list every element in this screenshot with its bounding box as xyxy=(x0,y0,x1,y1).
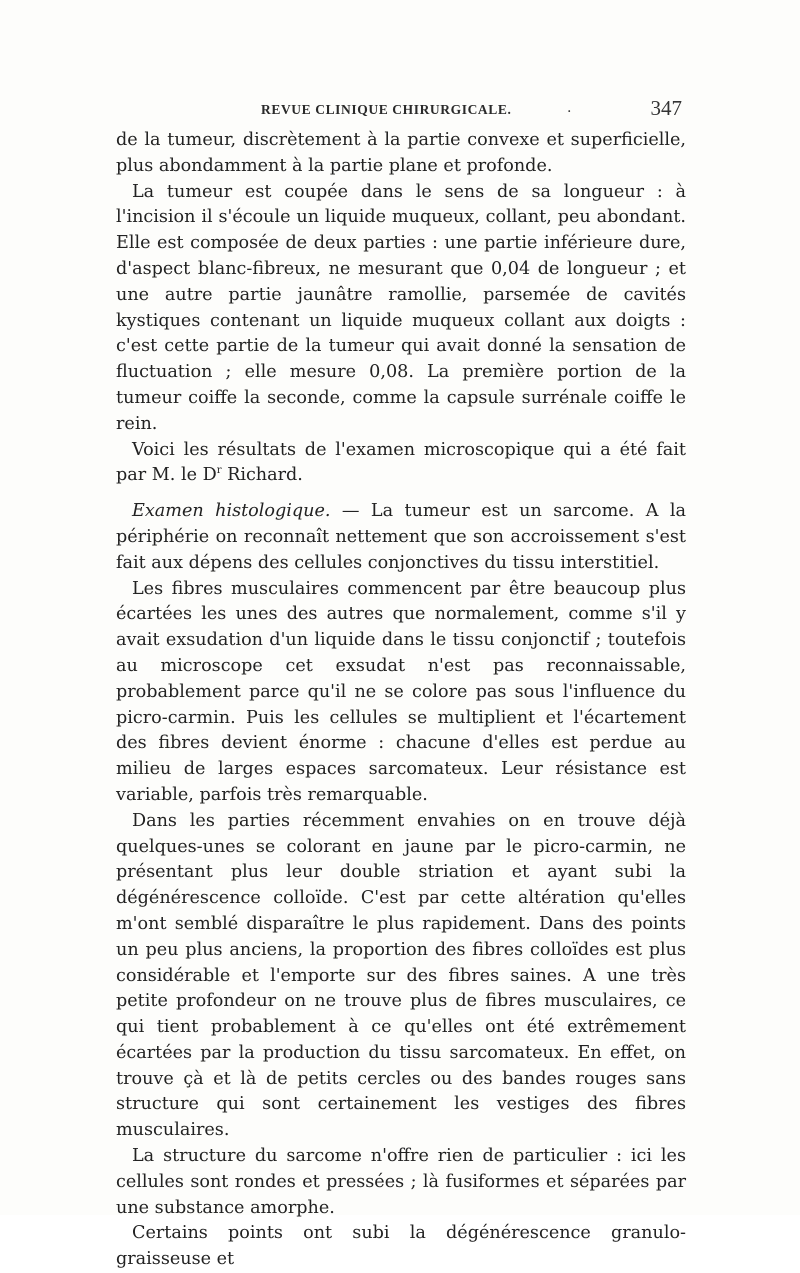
doctor-superscript: r xyxy=(216,465,222,477)
paragraph-histology xyxy=(116,499,686,576)
exam-intro-text: Voici les résultats de l'examen microscopique qui a été fait par M. le D xyxy=(116,439,686,486)
exam-intro-name: Richard. xyxy=(221,465,303,486)
paragraph-exam-intro xyxy=(116,438,686,490)
paragraph-degeneration: Certains points ont subi la dégénérescence granulo-graisseuse et xyxy=(116,1223,686,1270)
paragraph-gap xyxy=(116,489,686,499)
paragraph-sarcoma-structure: La structure du sarcome n'offre rien de particulier : ici les cellules sont rondes et pressées ; là fusiformes et séparées par une substance amorphe. xyxy=(116,1146,686,1218)
running-head xyxy=(116,98,688,122)
running-title: REVUE CLINIQUE CHIRURGICALE. xyxy=(261,102,512,117)
paragraph-muscle-fibres: Les fibres musculaires commencent par être beaucoup plus écartées les unes des autres que normalement, comme s'il y avait exsudation d'un liquide dans le tissu conjonctif ; toutefois au microscope cet exsudat n'est pas reconnaissable, probablement parce qu'il ne se colore pas sous l'influence du picro-carmin. Puis les cellules se multiplient et l'écartement des fibres devient énorme : chacune d'elles est perdue au milieu de larges espaces sarcomateux. Leur résistance est variable, parfois très remarquable. xyxy=(116,578,686,805)
histology-heading: Examen histologique. xyxy=(132,501,331,522)
page-number: 347 xyxy=(650,96,682,120)
paragraph-tumor-section: La tumeur est coupée dans le sens de sa longueur : à l'incision il s'écoule un liquide muqueux, collant, peu abondant. Elle est composée de deux parties : une partie inférieure dure, d'aspect blanc-fibreux, ne mesurant que 0,04 de longueur ; et une autre partie jaunâtre ramollie, parsemée de cavités kystiques contenant un liquide muqueux collant aux doigts : c'est cette partie de la tumeur qui avait donné la sensation de fluctuation ; elle mesure 0,08. La première portion de la tumeur coiffe la seconde, comme la capsule surrénale coiffe le rein. xyxy=(116,181,686,434)
histology-text: — La tumeur est un sarcome. A la périphérie on reconnaît nettement que son accroissement s'est fait aux dépens des cellules conjonctives du tissu interstitiel. xyxy=(116,501,686,573)
running-head-separator: . xyxy=(567,100,572,116)
paragraph-recent-parts: Dans les parties récemment envahies on en trouve déjà quelques-unes se colorant en jaune par le picro-carmin, ne présentant plus leur double striation et ayant subi la dégénérescence colloïde. C'est par cette altération qu'elles m'ont semblé disparaître le plus rapidement. Dans des points un peu plus anciens, la proportion des fibres colloïdes est plus considérable et l'emporte sur des fibres saines. A une très petite profondeur on ne trouve plus de fibres musculaires, ce qui tient probablement à ce qu'elles ont été extrêmement écartées par la production du tissu sarcomateux. En effet, on trouve çà et là de petits cercles ou des bandes rouges sans structure qui sont certainement les vestiges des fibres musculaires. xyxy=(116,810,686,1141)
body-text xyxy=(116,128,686,1273)
paragraph-continuation: de la tumeur, discrètement à la partie convexe et superficielle, plus abondamment à la partie plane et profonde. xyxy=(116,130,686,176)
